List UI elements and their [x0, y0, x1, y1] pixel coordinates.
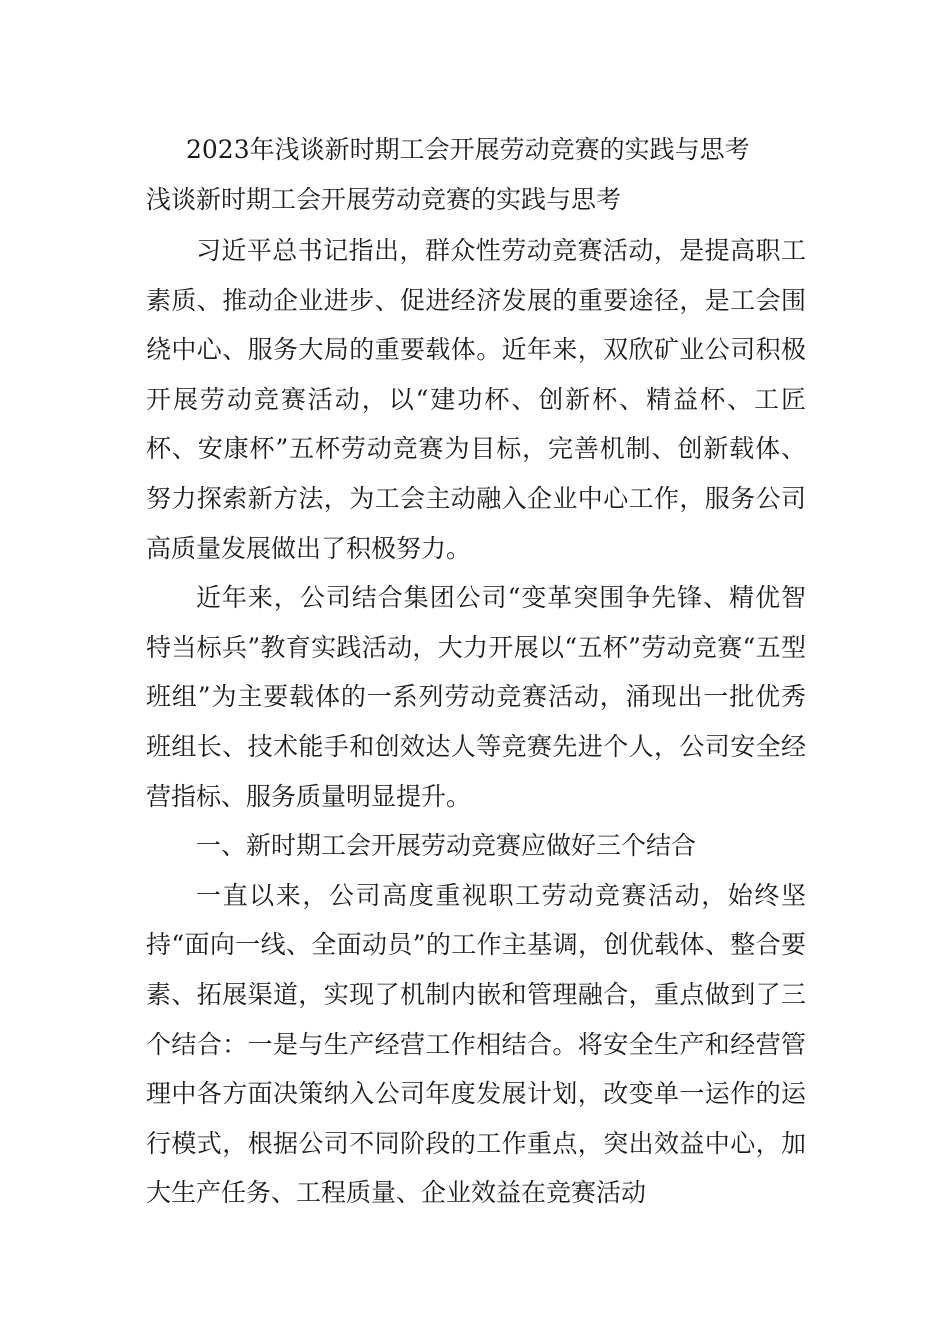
document-title: 2023年浅谈新时期工会开展劳动竞赛的实践与思考 — [186, 135, 750, 164]
paragraph-3: 一直以来，公司高度重视职工劳动竞赛活动，始终坚持“面向一线、全面动员”的工作主基调，创优载体、整合要素、拓展渠道，实现了机制内嵌和管理融合，重点做到了三个结合：一是与生产经营工作相结合。将安全生产和经营管理中各方面决策纳入公司年度发展计划，改变单一运作的运行模式，根据公司不同阶段的工作重点，突出效益中心，加大生产任务、工程质量、企业效益在竞赛活动 — [146, 880, 806, 1208]
document-body — [146, 226, 806, 1218]
document-subtitle: 浅谈新时期工会开展劳动竞赛的实践与思考 — [146, 185, 622, 214]
paragraph-1: 习近平总书记指出，群众性劳动竞赛活动，是提高职工素质、推动企业进步、促进经济发展的重要途径，是工会围绕中心、服务大局的重要载体。近年来，双欣矿业公司积极开展劳动竞赛活动，以“建功杯、创新杯、精益杯、工匠杯、安康杯”五杯劳动竞赛为目标，完善机制、创新载体、努力探索新方法，为工会主动融入企业中心工作，服务公司高质量发展做出了积极努力。 — [146, 236, 806, 563]
section-heading-1: 一、新时期工会开展劳动竞赛应做好三个结合 — [196, 831, 697, 861]
paragraph-2: 近年来，公司结合集团公司“变革突围争先锋、精优智特当标兵”教育实践活动，大力开展以“五杯”劳动竞赛“五型班组”为主要载体的一系列劳动竞赛活动，涌现出一批优秀班组长、技术能手和创效达人等竞赛先进个人，公司安全经营指标、服务质量明显提升。 — [146, 583, 806, 811]
